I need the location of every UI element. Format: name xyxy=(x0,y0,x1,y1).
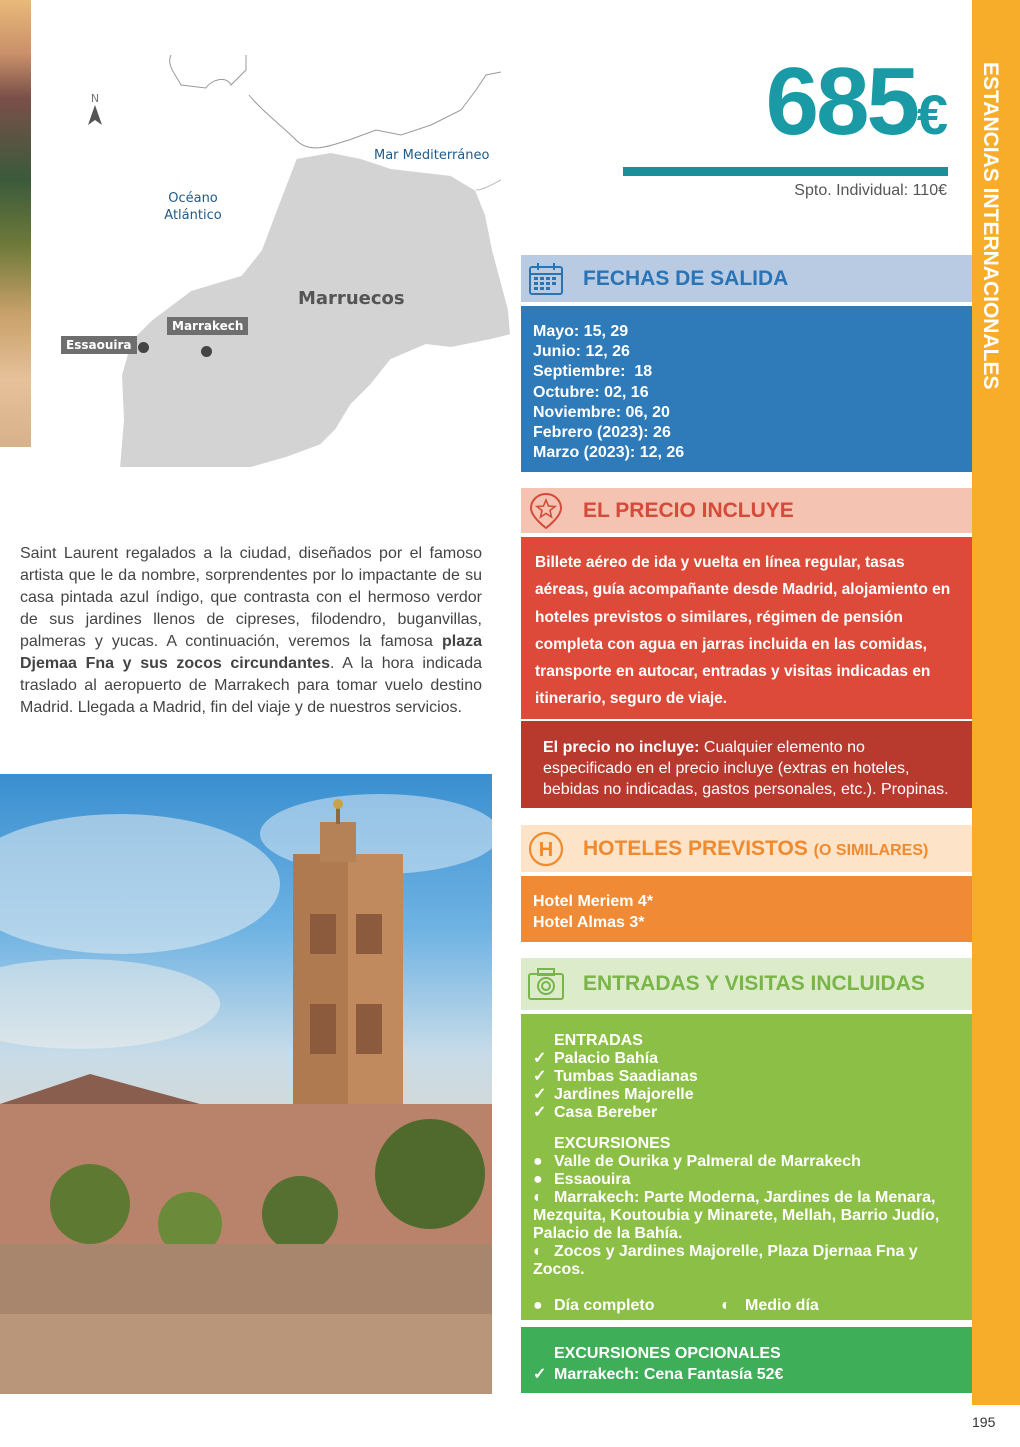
hotels-title-small: (O SIMILARES) xyxy=(813,841,929,859)
hotel-item: Hotel Almas 3* xyxy=(533,914,645,931)
entrada-label: Casa Bereber xyxy=(554,1104,658,1121)
half-day-icon: ◐ xyxy=(533,1243,543,1260)
city-tag-marrakech: Marrakech xyxy=(167,317,248,335)
north-arrow xyxy=(87,92,103,130)
date-line: Octubre: 02, 16 xyxy=(533,383,649,401)
date-line: Mayo: 15, 29 xyxy=(533,323,629,340)
entrada-item xyxy=(533,1050,960,1068)
single-supplement: Spto. Individual: 110€ xyxy=(794,182,947,199)
date-line: Junio: 12, 26 xyxy=(533,343,630,361)
price-excludes-label: El precio no incluye: xyxy=(543,739,700,756)
city-dot-essaouira xyxy=(138,342,149,353)
entrada-label: Tumbas Saadianas xyxy=(554,1068,698,1085)
excursion-label: Valle de Ourika y Palmeral de Marrakech xyxy=(554,1153,861,1170)
check-icon: ✓ xyxy=(533,1086,547,1103)
price-excludes xyxy=(521,721,972,808)
country-label: Marruecos xyxy=(298,288,405,309)
hotels-header xyxy=(521,825,972,872)
excursion-label: Marrakech: Parte Moderna, Jardines de la Menara, Mezquita, Koutoubia y Minarete, Mellah, Barrio Judío, Palacio de la Bahía. xyxy=(533,1189,940,1242)
hotels-list xyxy=(521,876,972,942)
check-icon: ✓ xyxy=(533,1050,547,1067)
full-day-icon: ● xyxy=(533,1297,543,1314)
sea-label: Mar Mediterráneo xyxy=(374,148,490,163)
excursiones-title: EXCURSIONES xyxy=(554,1135,671,1152)
ocean-label-line1: Océano xyxy=(168,191,218,206)
price-currency: € xyxy=(916,83,948,146)
full-day-icon: ● xyxy=(533,1153,543,1170)
north-label: N xyxy=(90,92,100,105)
excursion-item xyxy=(533,1171,960,1189)
city-dot-marrakech xyxy=(201,346,212,357)
date-line: Febrero (2023): 26 xyxy=(533,424,671,442)
date-line: Noviembre: 06, 20 xyxy=(533,403,670,421)
itinerary-text-before: Saint Laurent regalados a la ciudad, diseñados por el famoso artista que le da nombre, sorprendentes por lo impactante de su casa pintada azul índigo, que contrasta con el hermoso verdor de sus jardines llenos de cipreses, filodendro, buganvillas, palmeras y yucas. A continuación, veremos la famosa xyxy=(20,545,482,650)
hotels-title xyxy=(583,837,928,861)
departure-dates-title: FECHAS DE SALIDA xyxy=(583,266,789,290)
left-photo-strip xyxy=(0,0,31,447)
price-amount: 685 xyxy=(765,48,917,155)
optional-excursion-item xyxy=(533,1364,960,1385)
entrada-item xyxy=(533,1104,960,1122)
half-day-icon: ◐ xyxy=(533,1189,543,1206)
visits-header xyxy=(521,958,972,1010)
optional-excursions-title: EXCURSIONES OPCIONALES xyxy=(554,1345,781,1362)
city-tag-essaouira: Essaouira xyxy=(61,336,137,354)
visits-title: ENTRADAS Y VISITAS INCLUIDAS xyxy=(583,972,925,995)
legend xyxy=(533,1297,960,1315)
price-excludes-text: Cualquier elemento no especificado en el precio incluye (extras en hoteles, bebidas no indicadas, gastos personales, etc.). Propinas. xyxy=(543,739,949,798)
entrada-item xyxy=(533,1068,960,1086)
visits-list xyxy=(521,1014,972,1320)
excursion-item xyxy=(533,1243,960,1279)
departure-dates-list xyxy=(521,306,972,472)
date-line: Septiembre: 18 xyxy=(533,363,653,381)
page-number: 195 xyxy=(972,1414,996,1430)
price xyxy=(765,48,948,165)
departure-dates-header xyxy=(521,255,972,302)
hotels-title-main: HOTELES PREVISTOS xyxy=(583,836,808,860)
itinerary-text-after: . A la hora indicada traslado al aeropuerto de Marrakech para tomar vuelo destino Madrid. Llegada a Madrid, fin del viaje y de nuestros servicios. xyxy=(20,655,482,716)
entrada-label: Jardines Majorelle xyxy=(554,1086,694,1103)
ocean-label xyxy=(161,190,225,224)
price-includes-text: Billete aéreo de ida y vuelta en línea regular, tasas aéreas, guía acompañante desde Madrid, alojamiento en hoteles previstos o similares, régimen de pensión completa con agua en jarras incluida en las comidas, transporte en autocar, entradas y visitas indicadas en itinerario, seguro de viaje. xyxy=(521,537,972,719)
section-sidebar-title: ESTANCIAS INTERNACIONALES xyxy=(979,62,1002,390)
legend-half-day: Medio día xyxy=(745,1297,819,1314)
price-includes-header xyxy=(521,488,972,533)
svg-text:H: H xyxy=(538,838,554,861)
check-icon: ✓ xyxy=(533,1366,547,1383)
optional-excursion-label: Marrakech: Cena Fantasía 52€ xyxy=(554,1366,784,1383)
excursion-label: Zocos y Jardines Majorelle, Plaza Djernaa Fna y Zocos. xyxy=(533,1243,918,1278)
legend-full-day: Día completo xyxy=(554,1297,655,1314)
hotel-icon xyxy=(521,825,571,872)
check-icon: ✓ xyxy=(533,1104,547,1121)
itinerary-text-bold: plaza Djemaa Fna y sus zocos circundantes xyxy=(20,633,482,672)
itinerary-text xyxy=(20,543,482,719)
optional-excursions xyxy=(521,1327,972,1393)
entrada-label: Palacio Bahía xyxy=(554,1050,659,1067)
entrada-item xyxy=(533,1086,960,1104)
ocean-label-line2: Atlántico xyxy=(164,208,222,223)
north-arrow-icon xyxy=(87,105,103,125)
date-line: Marzo (2023): 12, 26 xyxy=(533,444,685,462)
koutoubia-photo xyxy=(0,774,492,1394)
star-badge-icon xyxy=(521,488,571,533)
price-underline xyxy=(623,167,948,176)
camera-icon xyxy=(521,958,571,1010)
entradas-title: ENTRADAS xyxy=(554,1032,643,1049)
full-day-icon: ● xyxy=(533,1171,543,1188)
check-icon: ✓ xyxy=(533,1068,547,1085)
excursion-item xyxy=(533,1153,960,1171)
half-day-icon: ◐ xyxy=(721,1297,731,1314)
hotel-item: Hotel Meriem 4* xyxy=(533,893,654,910)
morocco-map xyxy=(31,40,521,470)
calendar-icon xyxy=(521,255,571,302)
excursion-item xyxy=(533,1189,960,1243)
price-includes-title: EL PRECIO INCLUYE xyxy=(583,498,794,522)
excursion-label: Essaouira xyxy=(554,1171,631,1188)
